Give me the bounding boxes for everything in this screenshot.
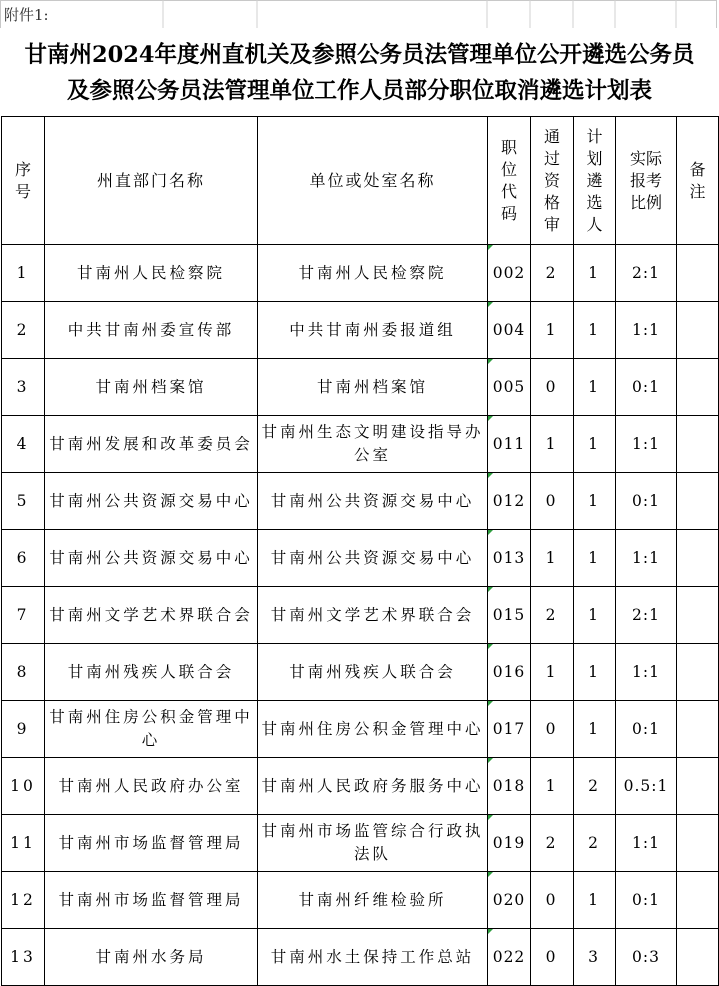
header-plan: 计划遴选人 (574, 117, 616, 245)
cell-unit: 甘南州公共资源交易中心 (258, 473, 488, 530)
cell-remark (677, 416, 719, 473)
cell-unit: 甘南州残疾人联合会 (258, 644, 488, 701)
header-dept: 州直部门名称 (45, 117, 258, 245)
cell-unit: 甘南州水土保持工作总站 (258, 929, 488, 986)
cell-ratio: 1:1 (616, 530, 677, 587)
cell-plan: 2 (574, 815, 616, 872)
cell-unit: 甘南州档案馆 (258, 359, 488, 416)
cell-code (488, 929, 531, 986)
cell-dept: 甘南州人民政府办公室 (45, 758, 258, 815)
cell-marker-icon (488, 245, 493, 250)
cell-code-text: 013 (492, 548, 526, 567)
cell-code (488, 245, 531, 302)
cell-seq: 10 (2, 758, 45, 815)
cell-ratio: 1:1 (616, 815, 677, 872)
cell-code-text: 016 (492, 662, 526, 681)
cell-marker-icon (488, 929, 493, 934)
title-line-2: 及参照公务员法管理单位工作人员部分职位取消遴选计划表 (66, 78, 652, 104)
cell-seq: 2 (2, 302, 45, 359)
cell-dept: 甘南州市场监督管理局 (45, 872, 258, 929)
table-row (2, 587, 719, 644)
cell-code-text: 017 (492, 719, 526, 738)
cell-seq: 5 (2, 473, 45, 530)
cell-ratio: 0:1 (616, 872, 677, 929)
title-line-1: 甘南州2024年度州直机关及参照公务员法管理单位公开遴选公务员 (24, 42, 695, 68)
table-row (2, 701, 719, 758)
cell-code (488, 530, 531, 587)
cell-code-text: 022 (492, 947, 526, 966)
cell-remark (677, 587, 719, 644)
cell-seq: 6 (2, 530, 45, 587)
cell-code (488, 758, 531, 815)
cell-marker-icon (488, 530, 493, 535)
cell-marker-icon (488, 758, 493, 763)
cell-ratio: 0:1 (616, 473, 677, 530)
cell-code-text: 005 (492, 377, 526, 396)
cell-seq: 1 (2, 245, 45, 302)
header-seq: 序号 (2, 117, 45, 245)
cell-code (488, 644, 531, 701)
cell-dept: 中共甘南州委宣传部 (45, 302, 258, 359)
cell-ratio: 1:1 (616, 644, 677, 701)
cell-ratio: 0.5:1 (616, 758, 677, 815)
cell-unit: 甘南州公共资源交易中心 (258, 530, 488, 587)
cell-plan: 2 (574, 758, 616, 815)
cell-marker-icon (488, 587, 493, 592)
cell-remark (677, 929, 719, 986)
cell-unit: 甘南州纤维检验所 (258, 872, 488, 929)
cell-remark (677, 245, 719, 302)
cell-unit: 甘南州文学艺术界联合会 (258, 587, 488, 644)
header-passed: 通过资格审 (531, 117, 574, 245)
cell-code (488, 359, 531, 416)
cell-dept: 甘南州残疾人联合会 (45, 644, 258, 701)
table-row (2, 245, 719, 302)
spreadsheet-gridlines (0, 0, 719, 28)
table-body (2, 245, 719, 986)
cell-remark (677, 701, 719, 758)
cell-remark (677, 530, 719, 587)
cell-ratio: 0:1 (616, 701, 677, 758)
cell-passed: 0 (531, 929, 574, 986)
cell-passed: 1 (531, 416, 574, 473)
attachment-label: 附件1: (0, 0, 717, 28)
cell-unit: 甘南州市场监管综合行政执法队 (258, 815, 488, 872)
cell-seq: 8 (2, 644, 45, 701)
cell-seq: 4 (2, 416, 45, 473)
cell-plan: 3 (574, 929, 616, 986)
cell-plan: 1 (574, 872, 616, 929)
cell-dept: 甘南州发展和改革委员会 (45, 416, 258, 473)
cell-marker-icon (488, 644, 493, 649)
cell-passed: 0 (531, 473, 574, 530)
cell-dept: 甘南州水务局 (45, 929, 258, 986)
cell-passed: 1 (531, 302, 574, 359)
table-row (2, 302, 719, 359)
cell-ratio: 2:1 (616, 245, 677, 302)
cell-dept: 甘南州公共资源交易中心 (45, 473, 258, 530)
cell-plan: 1 (574, 587, 616, 644)
cell-dept: 甘南州市场监督管理局 (45, 815, 258, 872)
cell-remark (677, 473, 719, 530)
cell-remark (677, 644, 719, 701)
cell-remark (677, 815, 719, 872)
cell-passed: 2 (531, 587, 574, 644)
cell-plan: 1 (574, 302, 616, 359)
cell-marker-icon (488, 872, 493, 877)
cell-dept: 甘南州人民检察院 (45, 245, 258, 302)
cell-seq: 9 (2, 701, 45, 758)
cell-code (488, 701, 531, 758)
cell-code-text: 015 (492, 605, 526, 624)
cell-code (488, 473, 531, 530)
cell-passed: 0 (531, 359, 574, 416)
table-row (2, 416, 719, 473)
cell-code (488, 416, 531, 473)
cell-plan: 1 (574, 530, 616, 587)
cell-passed: 1 (531, 530, 574, 587)
cell-unit: 甘南州人民政府务服务中心 (258, 758, 488, 815)
cell-plan: 1 (574, 701, 616, 758)
cell-seq: 7 (2, 587, 45, 644)
table-row (2, 530, 719, 587)
cell-dept: 甘南州公共资源交易中心 (45, 530, 258, 587)
cell-dept: 甘南州文学艺术界联合会 (45, 587, 258, 644)
cell-code-text: 011 (492, 434, 526, 453)
cell-remark (677, 758, 719, 815)
cell-code (488, 815, 531, 872)
table-row (2, 644, 719, 701)
cell-code-text: 012 (492, 491, 526, 510)
cell-unit: 甘南州住房公积金管理中心 (258, 701, 488, 758)
cell-plan: 1 (574, 359, 616, 416)
cell-passed: 0 (531, 701, 574, 758)
cell-marker-icon (488, 815, 493, 820)
header-ratio: 实际报考比例 (616, 117, 677, 245)
cell-plan: 1 (574, 245, 616, 302)
table-row (2, 473, 719, 530)
cell-code-text: 004 (492, 320, 526, 339)
cell-plan: 1 (574, 644, 616, 701)
cell-code-text: 002 (492, 263, 526, 282)
cell-code-text: 020 (492, 890, 526, 909)
cell-dept: 甘南州住房公积金管理中心 (45, 701, 258, 758)
cell-passed: 1 (531, 758, 574, 815)
cell-marker-icon (488, 473, 493, 478)
cell-seq: 13 (2, 929, 45, 986)
cell-code (488, 302, 531, 359)
header-code: 职位代码 (488, 117, 531, 245)
cell-seq: 3 (2, 359, 45, 416)
cell-ratio: 0:1 (616, 359, 677, 416)
cell-passed: 2 (531, 815, 574, 872)
cell-marker-icon (488, 416, 493, 421)
cell-ratio: 1:1 (616, 302, 677, 359)
cell-code (488, 872, 531, 929)
cell-unit: 甘南州人民检察院 (258, 245, 488, 302)
cell-ratio: 2:1 (616, 587, 677, 644)
cell-remark (677, 359, 719, 416)
table-row (2, 872, 719, 929)
cell-code (488, 587, 531, 644)
table-row (2, 929, 719, 986)
cell-plan: 1 (574, 473, 616, 530)
cell-passed: 2 (531, 245, 574, 302)
table-row (2, 815, 719, 872)
cell-passed: 0 (531, 872, 574, 929)
cell-seq: 12 (2, 872, 45, 929)
header-remark: 备注 (677, 117, 719, 245)
cell-marker-icon (488, 359, 493, 364)
table-row (2, 758, 719, 815)
cell-ratio: 0:3 (616, 929, 677, 986)
cell-code-text: 018 (492, 776, 526, 795)
cell-code-text: 019 (492, 833, 526, 852)
cell-marker-icon (488, 302, 493, 307)
header-row (2, 117, 719, 245)
cell-unit: 甘南州生态文明建设指导办公室 (258, 416, 488, 473)
cell-ratio: 1:1 (616, 416, 677, 473)
header-unit: 单位或处室名称 (258, 117, 488, 245)
cell-dept: 甘南州档案馆 (45, 359, 258, 416)
cell-unit: 中共甘南州委报道组 (258, 302, 488, 359)
cell-seq: 11 (2, 815, 45, 872)
cell-remark (677, 872, 719, 929)
cancellation-table (1, 116, 719, 986)
cell-marker-icon (488, 701, 493, 706)
cell-remark (677, 302, 719, 359)
cell-passed: 1 (531, 644, 574, 701)
page-title (0, 28, 719, 116)
table-row (2, 359, 719, 416)
cell-plan: 1 (574, 416, 616, 473)
